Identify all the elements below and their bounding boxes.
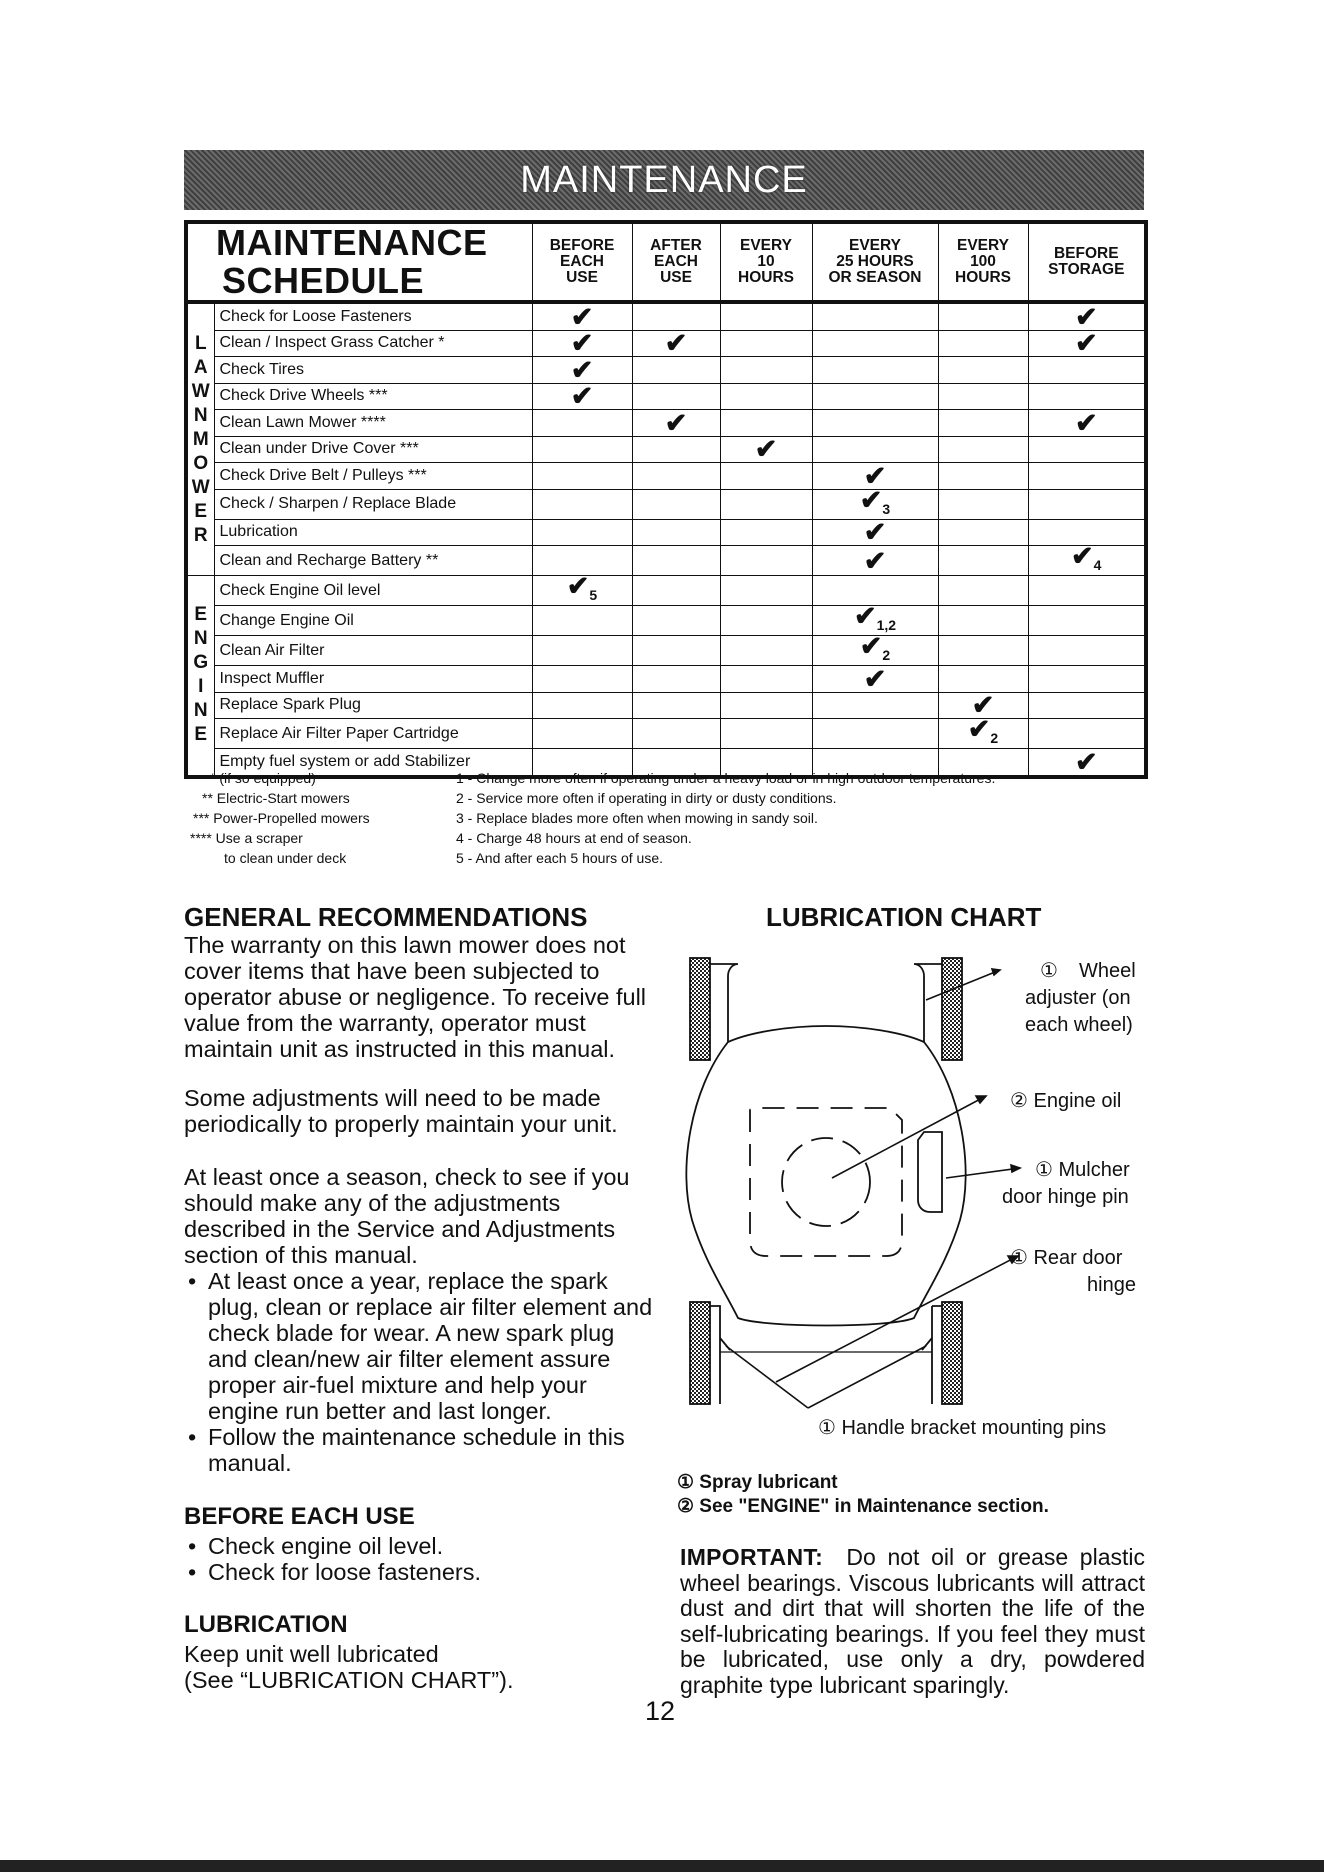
empty-cell (1028, 719, 1146, 749)
leader-wheel (926, 970, 1000, 1000)
empty-cell (720, 636, 812, 666)
empty-cell (632, 576, 720, 606)
footnote: * (if so equipped) (210, 770, 316, 786)
column-header-line: HOURS (955, 269, 1011, 286)
col-before-storage (1028, 222, 1146, 302)
empty-cell (938, 357, 1028, 384)
column-header-line: USE (566, 269, 598, 286)
empty-cell (938, 463, 1028, 490)
mower-deck (686, 1042, 965, 1326)
leader-mulcher (946, 1168, 1020, 1178)
check-icon: ✔ (853, 605, 877, 631)
empty-cell (720, 719, 812, 749)
task-label: Inspect Muffler (214, 666, 532, 693)
check-mark (632, 330, 720, 357)
schedule-row (186, 463, 1146, 490)
check-mark (532, 383, 632, 410)
col-every-25-hours (812, 222, 938, 302)
schedule-row (186, 719, 1146, 749)
section-banner (184, 150, 1144, 210)
empty-cell (938, 546, 1028, 576)
group-label-lawn-mower: L A W N M O W E R (186, 302, 214, 576)
task-label: Lubrication (214, 519, 532, 546)
empty-cell (632, 463, 720, 490)
check-mark (812, 546, 938, 576)
empty-cell (720, 546, 812, 576)
empty-cell (938, 606, 1028, 636)
empty-cell (632, 383, 720, 410)
footnotes-asterisks (190, 768, 440, 868)
check-icon: ✔ (570, 330, 594, 357)
check-icon: ✔ (1074, 302, 1098, 330)
empty-cell (938, 489, 1028, 519)
task-label: Clean and Recharge Battery ** (214, 546, 532, 576)
schedule-title (186, 222, 532, 302)
check-icon: ✔ (664, 409, 688, 436)
check-icon: ✔ (566, 575, 590, 601)
empty-cell (720, 463, 812, 490)
empty-cell (1028, 489, 1146, 519)
column-header-line: OR SEASON (828, 269, 922, 286)
empty-cell (938, 666, 1028, 693)
check-mark (812, 666, 938, 693)
footnote: 4 - Charge 48 hours at end of season. (456, 830, 692, 846)
leader-rear-door (776, 1256, 1018, 1382)
footnote: 3 - Replace blades more often when mowing in sandy soil. (456, 810, 818, 826)
column-header-line: 100 (970, 253, 996, 270)
deck-front (728, 1026, 924, 1042)
footnote-ref: 2 (882, 647, 891, 663)
footnote-ref: 2 (990, 730, 999, 746)
check-icon: ✔ (967, 718, 991, 744)
check-icon: ✔ (570, 356, 594, 383)
empty-cell (812, 302, 938, 330)
col-after-each-use (632, 222, 720, 302)
task-label: Empty fuel system or add Stabilizer (214, 749, 532, 777)
empty-cell (632, 519, 720, 546)
check-icon: ✔ (570, 302, 594, 330)
column-header-line: 10 (757, 253, 775, 270)
bullet-item: • Check for loose fasteners. (184, 1559, 654, 1585)
check-mark (532, 330, 632, 357)
check-mark (1028, 546, 1146, 576)
check-mark (812, 489, 938, 519)
task-label: Check Drive Wheels *** (214, 383, 532, 410)
before-each-use-list (184, 1533, 654, 1585)
schedule-row (186, 302, 1146, 330)
check-mark (812, 519, 938, 546)
check-mark (532, 576, 632, 606)
empty-cell (720, 666, 812, 693)
empty-cell (938, 636, 1028, 666)
check-mark (632, 410, 720, 437)
important-text: Do not oil or grease plastic wheel bearings. Viscous lubricants will attract dust and dirt that will shorten the life of the self-lubricating bearings. If you feel they must be lubricated, use only a dry, powdered graphite type lubricant sparingly. (680, 1544, 1145, 1698)
empty-cell (532, 489, 632, 519)
check-mark (812, 463, 938, 490)
schedule-row (186, 666, 1146, 693)
task-label: Clean Lawn Mower **** (214, 410, 532, 437)
bullet-item: • At least once a year, replace the spark plug, clean or replace air filter element and check blade for wear. A new spark plug and clean/new air filter element assure proper air-fuel mixture and help your engine run better and last longer. (184, 1268, 654, 1424)
footnote: *** Power-Propelled mowers (193, 810, 370, 826)
task-label: Check Engine Oil level (214, 576, 532, 606)
empty-cell (720, 489, 812, 519)
check-icon: ✔ (754, 436, 778, 463)
general-recommendations-heading: GENERAL RECOMMENDATIONS (184, 902, 588, 932)
callout-engine-oil: ② Engine oil (1010, 1090, 1122, 1112)
empty-cell (812, 383, 938, 410)
check-icon: ✔ (1074, 330, 1098, 357)
empty-cell (1028, 463, 1146, 490)
schedule-body (186, 302, 1146, 777)
schedule-row (186, 636, 1146, 666)
rear-left-wheel (690, 1302, 710, 1404)
empty-cell (938, 576, 1028, 606)
empty-cell (532, 692, 632, 719)
empty-cell (532, 463, 632, 490)
maintenance-schedule-table (184, 220, 1148, 779)
empty-cell (720, 576, 812, 606)
empty-cell (720, 410, 812, 437)
rear-right-wheel (942, 1302, 962, 1404)
column-header-line: USE (660, 269, 692, 286)
column-header-line: EVERY (849, 237, 901, 254)
check-mark (812, 606, 938, 636)
empty-cell (632, 357, 720, 384)
empty-cell (532, 436, 632, 463)
footnote: ** Electric-Start mowers (202, 790, 350, 806)
empty-cell (720, 357, 812, 384)
check-icon: ✔ (863, 665, 887, 692)
empty-cell (632, 606, 720, 636)
empty-cell (812, 410, 938, 437)
check-icon: ✔ (1071, 545, 1094, 571)
check-mark (1028, 302, 1146, 330)
arrowhead (1011, 1165, 1020, 1172)
footnote-ref: 5 (589, 587, 598, 603)
empty-cell (720, 383, 812, 410)
footnote: **** Use a scraper (190, 830, 303, 846)
footnote-ref: 1,2 (876, 617, 897, 633)
footnote-ref: 3 (882, 500, 891, 517)
check-icon: ✔ (863, 519, 887, 546)
empty-cell (1028, 519, 1146, 546)
legend-engine: ② See "ENGINE" in Maintenance section. (677, 1496, 1049, 1517)
check-mark (1028, 330, 1146, 357)
empty-cell (720, 302, 812, 330)
empty-cell (532, 636, 632, 666)
empty-cell (1028, 357, 1146, 384)
empty-cell (532, 719, 632, 749)
check-mark (532, 357, 632, 384)
engine-cover (782, 1138, 870, 1226)
empty-cell (632, 636, 720, 666)
empty-cell (812, 719, 938, 749)
footnote: 5 - And after each 5 hours of use. (456, 850, 664, 866)
page-number: 12 (645, 1696, 676, 1726)
check-mark (938, 719, 1028, 749)
callout-rear-door-label: ① Rear door (1010, 1247, 1123, 1269)
schedule-row (186, 692, 1146, 719)
empty-cell (1028, 436, 1146, 463)
schedule-title-line1: MAINTENANCE (216, 222, 488, 263)
empty-cell (532, 666, 632, 693)
empty-cell (812, 357, 938, 384)
footnote: 2 - Service more often if operating in dirty or dusty conditions. (456, 790, 837, 806)
footnotes-numbered (456, 768, 1156, 868)
check-mark (720, 436, 812, 463)
column-header-line: EVERY (957, 237, 1009, 254)
empty-cell (938, 302, 1028, 330)
wheel-adjuster-left (710, 964, 738, 1042)
empty-cell (720, 692, 812, 719)
col-before-each-use (532, 222, 632, 302)
empty-cell (1028, 636, 1146, 666)
empty-cell (532, 546, 632, 576)
arrowhead (992, 969, 1000, 975)
check-icon: ✔ (859, 635, 883, 661)
column-header-line: STORAGE (1048, 261, 1125, 278)
lubrication-line1: Keep unit well lubricated (184, 1641, 439, 1667)
column-header-line: EVERY (740, 237, 792, 254)
column-header-line: HOURS (738, 269, 794, 286)
column-header-line: BEFORE (549, 237, 615, 254)
task-label: Check for Loose Fasteners (214, 302, 532, 330)
schedule-row (186, 357, 1146, 384)
check-icon: ✔ (570, 383, 594, 410)
task-label: Clean Air Filter (214, 636, 532, 666)
empty-cell (632, 546, 720, 576)
schedule-row (186, 436, 1146, 463)
bullet-item: • Check engine oil level. (184, 1533, 654, 1559)
check-icon: ✔ (1074, 409, 1098, 436)
footnote: to clean under deck (224, 850, 347, 866)
task-label: Change Engine Oil (214, 606, 532, 636)
task-label: Check Tires (214, 357, 532, 384)
callout-rear-door-label: hinge (1087, 1274, 1136, 1296)
general-bullets (184, 1268, 654, 1476)
schedule-row (186, 330, 1146, 357)
schedule-row (186, 606, 1146, 636)
task-label: Check Drive Belt / Pulleys *** (214, 463, 532, 490)
wheel-adjuster-right (914, 964, 942, 1042)
empty-cell (632, 436, 720, 463)
task-label: Clean / Inspect Grass Catcher * (214, 330, 532, 357)
general-paragraph-3: At least once a season, check to see if you should make any of the adjustments described in the Service and Adjustments section of this manual. (184, 1164, 630, 1268)
check-mark (1028, 410, 1146, 437)
before-each-use-heading: BEFORE EACH USE (184, 1503, 415, 1530)
check-icon: ✔ (664, 330, 688, 357)
empty-cell (532, 410, 632, 437)
column-header-line: EACH (560, 253, 604, 270)
check-mark (532, 302, 632, 330)
banner-title: MAINTENANCE (520, 158, 808, 201)
col-every-100-hours (938, 222, 1028, 302)
lubrication-line2: (See “LUBRICATION CHART”). (184, 1667, 514, 1693)
general-paragraph-1: The warranty on this lawn mower does not cover items that have been subjected to operator abuse or negligence. To receive full value from the warranty, operator must maintain unit as instructed in this manual. (184, 932, 647, 1062)
schedule-title-line2: SCHEDULE (222, 260, 425, 301)
empty-cell (938, 410, 1028, 437)
empty-cell (938, 436, 1028, 463)
column-header-line: AFTER (650, 237, 702, 254)
task-label: Check / Sharpen / Replace Blade (214, 489, 532, 519)
empty-cell (812, 692, 938, 719)
schedule-row (186, 410, 1146, 437)
check-icon: ✔ (971, 692, 995, 719)
empty-cell (812, 330, 938, 357)
empty-cell (720, 519, 812, 546)
empty-cell (938, 383, 1028, 410)
column-header-line: BEFORE (1053, 245, 1119, 262)
empty-cell (812, 576, 938, 606)
schedule-row (186, 576, 1146, 606)
schedule-row (186, 519, 1146, 546)
callout-wheel-label: adjuster (on (1025, 987, 1131, 1009)
check-icon: ✔ (1074, 748, 1098, 777)
scan-edge-bar (0, 1860, 1324, 1872)
empty-cell (632, 302, 720, 330)
check-mark (812, 636, 938, 666)
footnote: 1 - Change more often if operating under a heavy load or in high outdoor temperatures. (456, 770, 996, 786)
empty-cell (632, 692, 720, 719)
general-paragraph-2: Some adjustments will need to be made periodically to properly maintain your unit. (184, 1085, 618, 1137)
task-label: Replace Spark Plug (214, 692, 532, 719)
engine-outline (750, 1108, 902, 1256)
check-icon: ✔ (863, 462, 887, 489)
empty-cell (1028, 692, 1146, 719)
arrowhead (976, 1096, 986, 1103)
empty-cell (632, 489, 720, 519)
legend-spray-lubricant: ① Spray lubricant (677, 1472, 838, 1493)
empty-cell (1028, 576, 1146, 606)
important-label: IMPORTANT: (680, 1544, 824, 1570)
empty-cell (938, 519, 1028, 546)
empty-cell (1028, 666, 1146, 693)
task-label: Clean under Drive Cover *** (214, 436, 532, 463)
lubrication-chart-heading: LUBRICATION CHART (766, 902, 1042, 932)
empty-cell (632, 719, 720, 749)
check-mark (938, 692, 1028, 719)
lubrication-heading: LUBRICATION (184, 1611, 348, 1638)
leader-handle-left (726, 1346, 808, 1408)
schedule-header-row (186, 222, 1146, 302)
schedule-row (186, 489, 1146, 519)
bullet-item: • Follow the maintenance schedule in this manual. (184, 1424, 654, 1476)
empty-cell (812, 436, 938, 463)
empty-cell (720, 330, 812, 357)
empty-cell (938, 330, 1028, 357)
group-label-engine: E N G I N E (186, 576, 214, 777)
callout-wheel-label: Wheel (1079, 960, 1136, 982)
footnote-ref: 4 (1093, 557, 1102, 573)
schedule-row (186, 383, 1146, 410)
callout-wheel-label: each wheel) (1025, 1014, 1133, 1036)
check-icon: ✔ (863, 545, 887, 576)
empty-cell (1028, 606, 1146, 636)
task-label: Replace Air Filter Paper Cartridge (214, 719, 532, 749)
check-icon: ✔ (859, 489, 883, 515)
front-right-wheel (942, 958, 962, 1060)
empty-cell (1028, 383, 1146, 410)
callout-wheel-number: ① (1040, 960, 1058, 982)
front-left-wheel (690, 958, 710, 1060)
empty-cell (632, 666, 720, 693)
empty-cell (720, 606, 812, 636)
schedule-row (186, 546, 1146, 576)
mulcher-door (918, 1132, 942, 1212)
callout-mulcher-label: ① Mulcher (1035, 1159, 1130, 1181)
important-note (680, 1545, 1145, 1699)
empty-cell (532, 519, 632, 546)
column-header-line: 25 HOURS (836, 253, 914, 270)
callout-handle-bracket: ① Handle bracket mounting pins (818, 1417, 1107, 1439)
column-header-line: EACH (654, 253, 698, 270)
callout-mulcher-label: door hinge pin (1002, 1186, 1129, 1208)
col-every-10-hours (720, 222, 812, 302)
empty-cell (532, 606, 632, 636)
